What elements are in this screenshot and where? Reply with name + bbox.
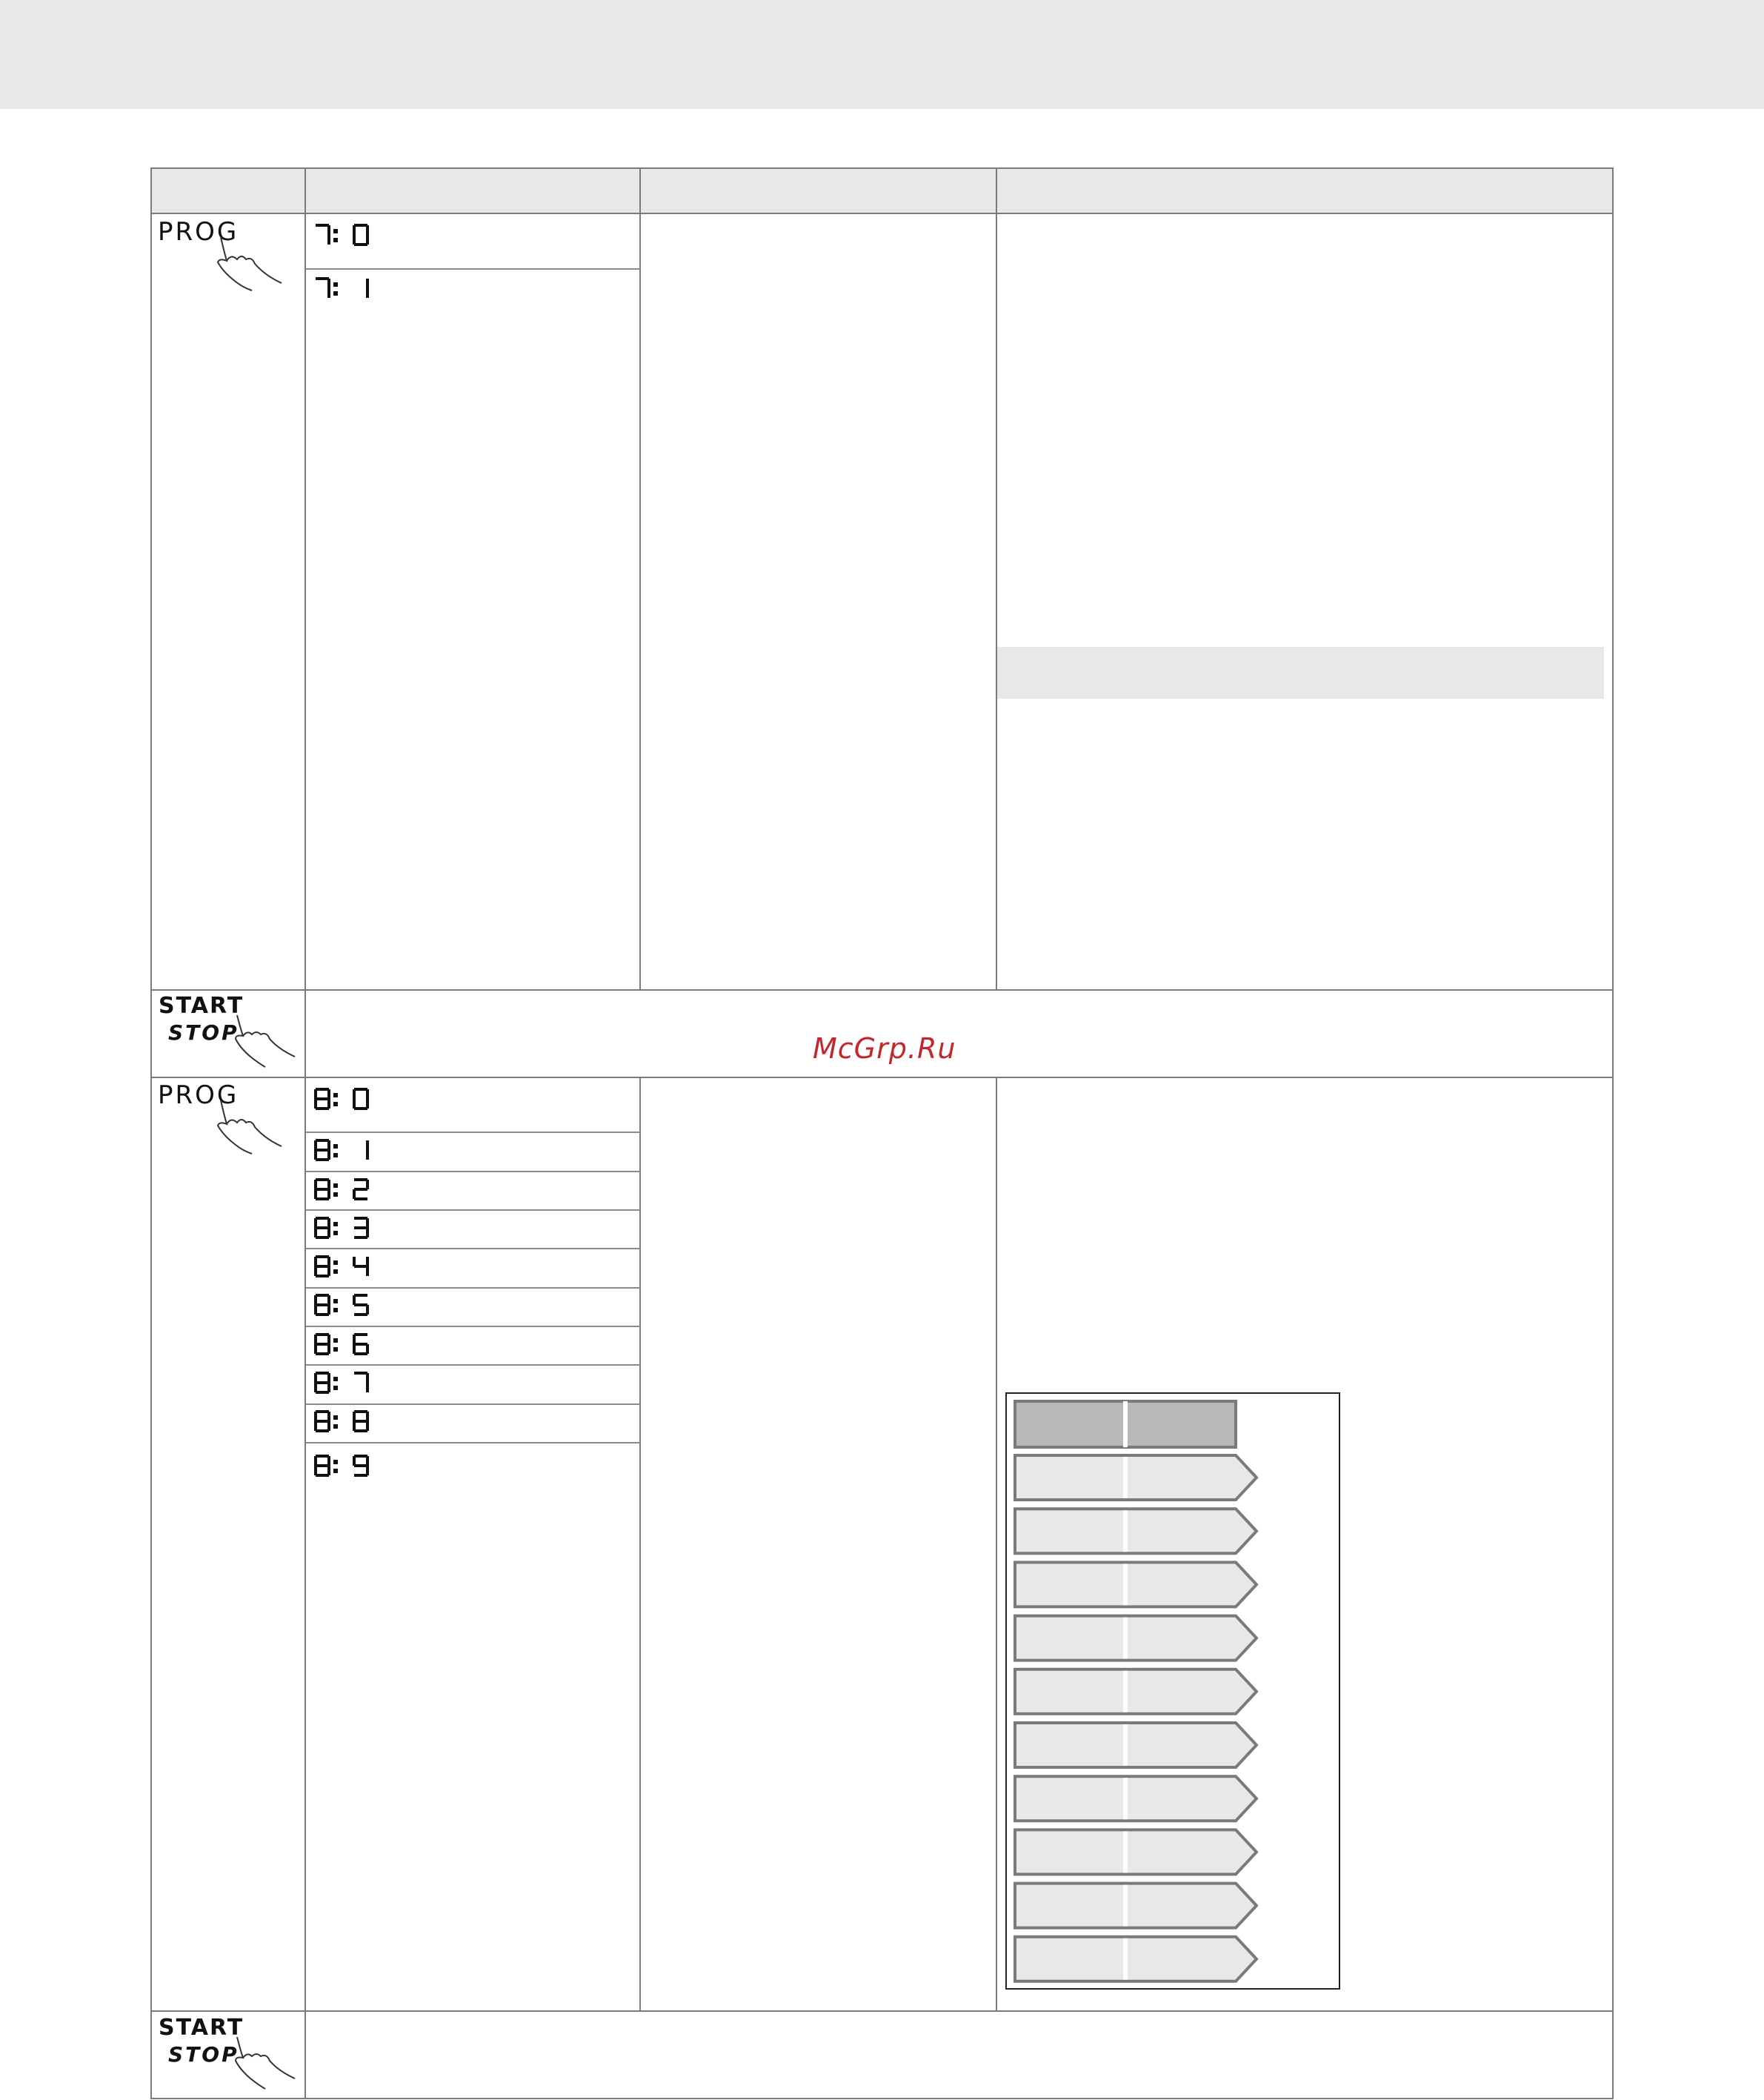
energy-arrow-8-2 — [1015, 1562, 1257, 1606]
energy-arrow-8-4 — [1015, 1669, 1257, 1714]
energy-arrow-8-9 — [1015, 1937, 1257, 1981]
energy-arrow-8-6 — [1015, 1776, 1257, 1821]
energy-arrow-8-5 — [1015, 1723, 1257, 1767]
energy-arrow-8-7 — [1015, 1830, 1257, 1874]
energy-arrow-8-0 — [1015, 1455, 1257, 1500]
energy-arrow-8-8 — [1015, 1884, 1257, 1928]
start-button-label: START — [159, 993, 244, 1019]
prog-button-label: PROG — [158, 1080, 239, 1110]
energy-arrow-8-1 — [1015, 1509, 1257, 1553]
stop-button-label: STOP — [168, 1020, 239, 1045]
watermark: McGrp.Ru — [813, 1032, 956, 1065]
prog-button-label: PROG — [158, 217, 239, 247]
energy-arrow-8-3 — [1015, 1616, 1257, 1661]
stop-button-label: STOP — [168, 2042, 239, 2067]
start-button-label: START — [159, 2015, 244, 2041]
